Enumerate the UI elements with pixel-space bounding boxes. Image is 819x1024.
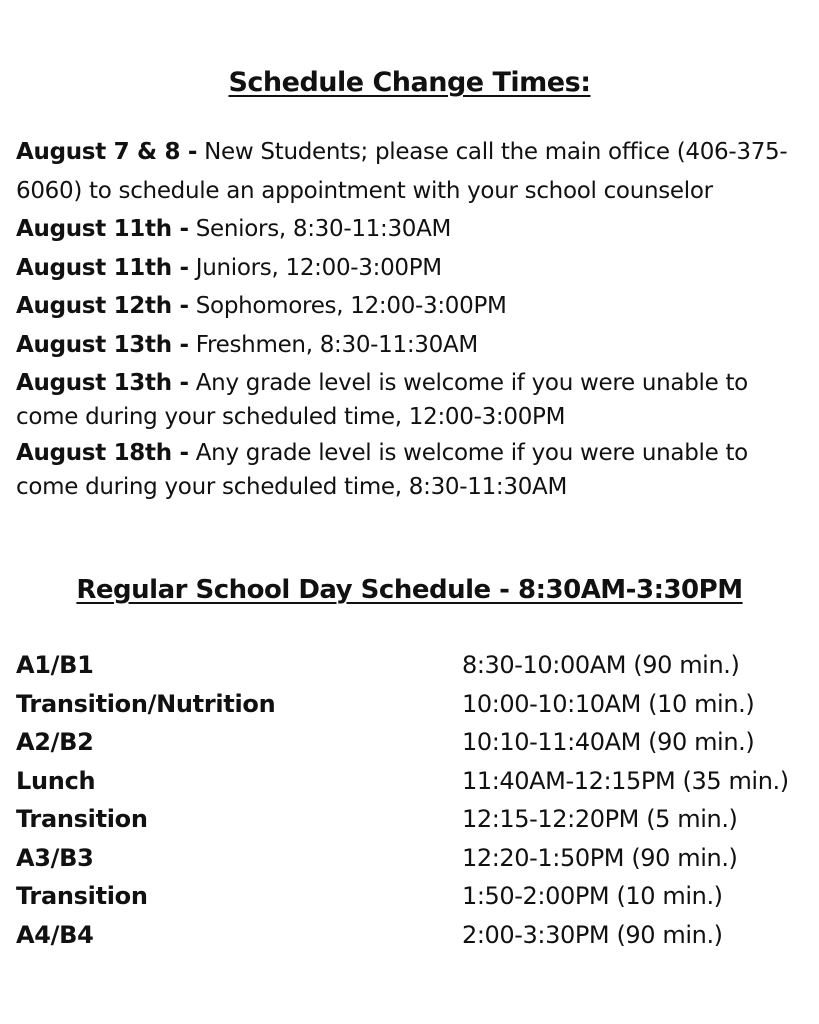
list-item bbox=[16, 366, 806, 434]
period-time: 12:20-1:50PM (90 min.) bbox=[462, 843, 738, 872]
entry-text: Seniors, 8:30-11:30AM bbox=[188, 216, 452, 242]
list-item bbox=[16, 287, 806, 326]
entry-date: August 13th - bbox=[16, 370, 189, 396]
entry-date: August 11th - bbox=[16, 216, 189, 242]
table-row bbox=[16, 762, 806, 801]
table-row bbox=[16, 839, 806, 878]
period-time: 10:00-10:10AM (10 min.) bbox=[462, 689, 755, 718]
period-time: 1:50-2:00PM (10 min.) bbox=[462, 882, 723, 910]
schedule-change-heading: Schedule Change Times: bbox=[228, 67, 591, 98]
period-name: A3/B3 bbox=[16, 843, 94, 872]
regular-schedule-heading: Regular School Day Schedule - 8:30AM-3:30PM bbox=[76, 575, 743, 605]
period-name: Transition bbox=[16, 805, 148, 833]
entry-date: August 13th - bbox=[16, 331, 189, 358]
list-item bbox=[16, 326, 806, 365]
period-time: 12:15-12:20PM (5 min.) bbox=[462, 805, 738, 833]
period-name: A4/B4 bbox=[16, 920, 94, 949]
entry-text: New Students; please call the main office (406-375-6060) to schedule an appointment with your school counselor bbox=[16, 139, 788, 204]
period-name: Transition/Nutrition bbox=[16, 689, 276, 718]
schedule-change-list bbox=[16, 133, 806, 504]
entry-text: Any grade level is welcome if you were unable to come during your scheduled time, 8:30-11:30AM bbox=[16, 440, 748, 500]
table-row bbox=[16, 646, 806, 685]
period-name: A2/B2 bbox=[16, 728, 94, 756]
list-item bbox=[16, 133, 806, 210]
table-row bbox=[16, 685, 806, 724]
period-name: Lunch bbox=[16, 766, 96, 795]
period-time: 8:30-10:00AM (90 min.) bbox=[462, 651, 740, 679]
list-item bbox=[16, 249, 806, 288]
table-row bbox=[16, 877, 806, 916]
list-item bbox=[16, 210, 806, 249]
list-item bbox=[16, 436, 806, 504]
period-time: 11:40AM-12:15PM (35 min.) bbox=[462, 766, 789, 795]
entry-date: August 11th - bbox=[16, 254, 189, 281]
entry-date: August 7 & 8 - bbox=[16, 139, 198, 165]
table-row bbox=[16, 800, 806, 839]
bell-schedule-table bbox=[16, 646, 806, 954]
period-time: 2:00-3:30PM (90 min.) bbox=[462, 920, 723, 949]
entry-text: Any grade level is welcome if you were unable to come during your scheduled time, 12:00-3:00PM bbox=[16, 370, 748, 430]
table-row bbox=[16, 916, 806, 955]
entry-text: Freshmen, 8:30-11:30AM bbox=[188, 331, 478, 358]
period-name: A1/B1 bbox=[16, 651, 94, 679]
entry-date: August 18th - bbox=[16, 440, 189, 466]
entry-text: Juniors, 12:00-3:00PM bbox=[188, 254, 442, 281]
entry-text: Sophomores, 12:00-3:00PM bbox=[188, 293, 507, 319]
entry-date: August 12th - bbox=[16, 293, 189, 319]
period-time: 10:10-11:40AM (90 min.) bbox=[462, 728, 755, 756]
table-row bbox=[16, 723, 806, 762]
period-name: Transition bbox=[16, 882, 148, 910]
